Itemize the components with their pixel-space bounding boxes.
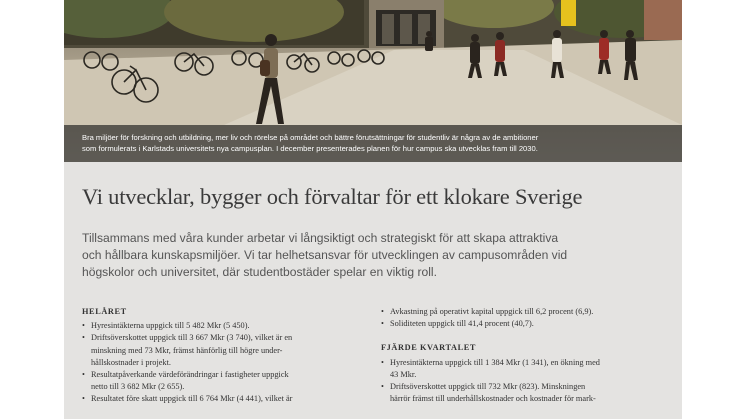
intro-line: och hållbara kunskapsmiljöer. Vi tar helhetsansvar för utvecklingen av campusområden vid — [82, 248, 568, 262]
full-year-bullet-list — [82, 320, 367, 405]
list-item-line: • Hyresintäkterna uppgick till 5 482 Mkr (5 450). — [91, 321, 250, 331]
photo-caption — [64, 125, 682, 162]
list-item-line: • Avkastning på operativt kapital uppgick till 6,2 procent (6,9). — [390, 307, 594, 316]
full-year-bullet-list-continued — [381, 306, 671, 330]
list-item-line: netto till 3 682 Mkr (2 655). — [91, 382, 185, 392]
list-item-line: härrör främst till underhållskostnader och kostnader för mark- — [390, 394, 596, 404]
caption-line: som formulerats i Karlstads universitets nya campusplan. I december presenterades planen för hur campus ska utvecklas fram till 2030. — [82, 144, 538, 153]
list-item-line: • Driftsöverskottet uppgick till 732 Mkr (823). Minskningen — [390, 382, 586, 392]
intro-paragraph — [82, 230, 672, 281]
list-item — [82, 320, 367, 332]
list-item — [82, 393, 367, 405]
corner-mark: ” — [686, 0, 689, 6]
list-item — [381, 381, 671, 405]
list-item — [381, 357, 671, 381]
page-headline: Vi utvecklar, bygger och förvaltar för ett klokare Sverige — [82, 184, 583, 209]
report-page — [64, 0, 682, 419]
list-item — [381, 318, 671, 330]
list-item-line: minskning med 73 Mkr, främst hänförlig till högre under- — [91, 345, 283, 355]
right-column — [381, 306, 671, 405]
section-heading-full-year: HELÅRET — [82, 307, 127, 316]
campus-photo — [64, 0, 682, 162]
list-item-line: • Driftsöverskottet uppgick till 3 667 Mkr (3 740), vilket är en — [91, 333, 293, 343]
list-item-line: hållskostnader i projekt. — [91, 357, 171, 367]
caption-line: Bra miljöer för forskning och utbildning, mer liv och rörelse på området och bättre förutsättningar för studentliv är några av de ambitioner — [82, 133, 539, 142]
list-item-line: • Hyresintäkterna uppgick till 1 384 Mkr (1 341), en ökning med — [390, 357, 600, 367]
list-item-line: 43 Mkr. — [390, 369, 417, 379]
left-column — [82, 306, 367, 406]
list-item — [82, 332, 367, 369]
intro-line: högskolor och universitet, där studentbostäder spelar en viktig roll. — [82, 265, 437, 279]
list-item — [82, 369, 367, 393]
list-item-line: • Resultatet före skatt uppgick till 6 764 Mkr (4 441), vilket är — [91, 394, 293, 404]
section-heading-fourth-quarter: FJÄRDE KVARTALET — [381, 343, 476, 353]
list-item — [381, 306, 671, 318]
intro-line: Tillsammans med våra kunder arbetar vi långsiktigt och strategiskt för att skapa attraktiva — [82, 231, 559, 245]
fourth-quarter-bullet-list — [381, 357, 671, 406]
list-item-line: • Resultatpåverkande värdeförändringar i fastigheter uppgick — [91, 370, 289, 380]
list-item-line: • Soliditeten uppgick till 41,4 procent (40,7). — [390, 319, 534, 329]
